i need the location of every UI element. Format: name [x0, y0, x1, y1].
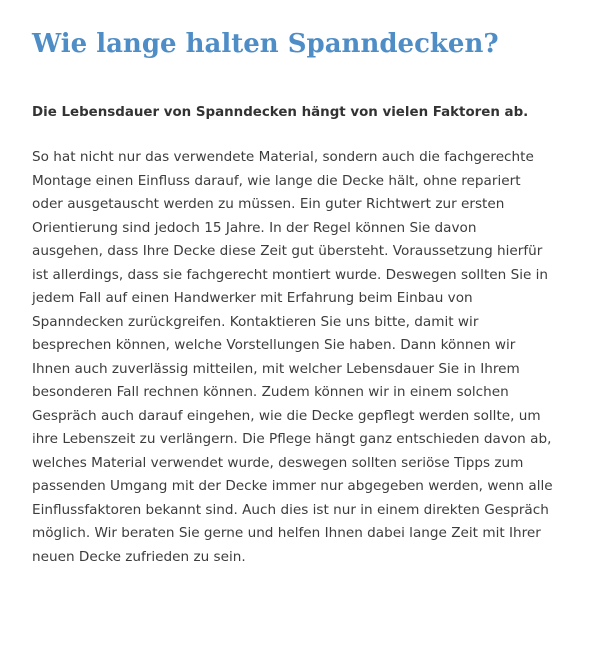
- body-line: passenden Umgang mit der Decke immer nur abgegeben werden, wenn alle: [32, 478, 553, 494]
- body-line: möglich. Wir beraten Sie gerne und helfen Ihnen dabei lange Zeit mit Ihrer: [32, 525, 541, 541]
- body-line: jedem Fall auf einen Handwerker mit Erfahrung beim Einbau von: [32, 290, 473, 306]
- body-line: Einflussfaktoren bekannt sind. Auch dies ist nur in einem direkten Gespräch: [32, 501, 549, 518]
- body-line: ist allerdings, dass sie fachgerecht montiert wurde. Deswegen sollten Sie in: [32, 266, 549, 283]
- body-line: Ihnen auch zuverlässig mitteilen, mit welcher Lebensdauer Sie in Ihrem: [32, 360, 520, 377]
- body-line: Montage einen Einfluss darauf, wie lange die Decke hält, ohne repariert: [32, 172, 521, 189]
- body-line: So hat nicht nur das verwendete Material, sondern auch die fachgerechte: [32, 149, 534, 165]
- body-line: Orientierung sind jedoch 15 Jahre. In der Regel können Sie davon: [32, 219, 477, 236]
- body-line: Spanndecken zurückgreifen. Kontaktieren Sie uns bitte, damit wir: [32, 313, 479, 330]
- body-line: besonderen Fall rechnen können. Zudem können wir in einem solchen: [32, 384, 509, 400]
- body-line: oder ausgetauscht werden zu müssen. Ein guter Richtwert zur ersten: [32, 196, 505, 212]
- lead-paragraph: Die Lebensdauer von Spanndecken hängt von vielen Faktoren ab.: [32, 105, 529, 120]
- body-line: ausgehen, dass Ihre Decke diese Zeit gut übersteht. Voraussetzung hierfür: [32, 243, 543, 259]
- body-line: Gespräch auch darauf eingehen, wie die Decke gepflegt werden sollte, um: [32, 407, 541, 424]
- body-line: besprechen können, welche Vorstellungen Sie haben. Dann können wir: [32, 337, 516, 353]
- body-line: neuen Decke zufrieden zu sein.: [32, 548, 246, 565]
- body-line: welches Material verwendet wurde, deswegen sollten seriöse Tipps zum: [32, 454, 524, 471]
- body-line: ihre Lebenszeit zu verlängern. Die Pflege hängt ganz entschieden davon ab,: [32, 431, 552, 447]
- page-title: Wie lange halten Spanndecken?: [32, 29, 499, 59]
- body-paragraph: [32, 146, 580, 569]
